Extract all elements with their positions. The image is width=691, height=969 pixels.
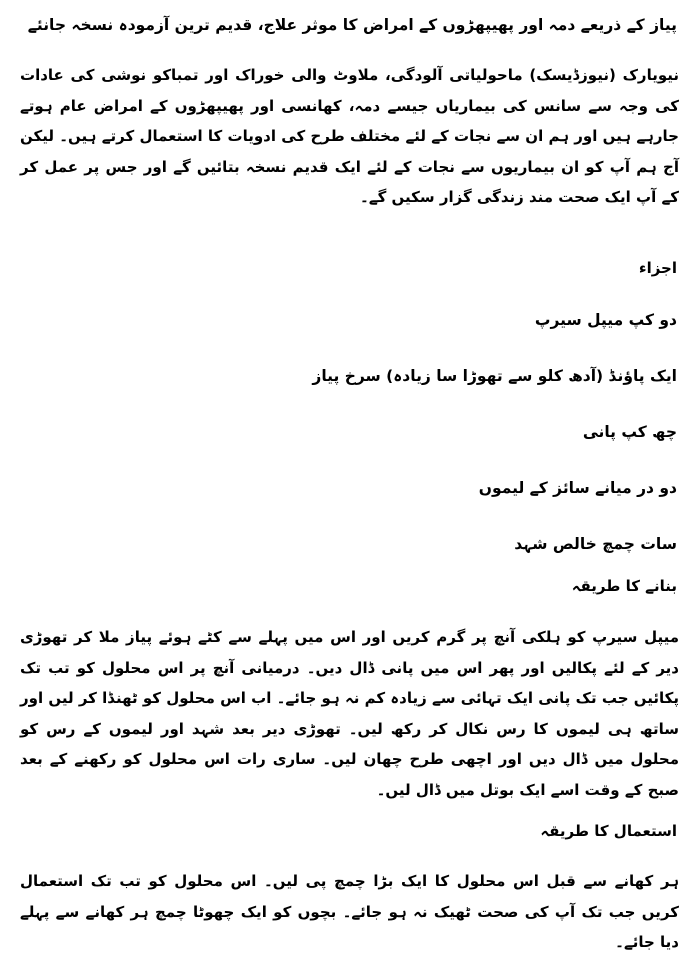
intro-paragraph: نیویارک (نیوزڈیسک) ماحولیاتی آلودگی، ملاوٹ والی خوراک اور تمباکو نوشی کی عادات کی وجہ سے سانس کی بیماریاں جیسے دمہ، کھانسی اور پھیپھڑوں کے امراض عام ہوتے جارہے ہیں اور ہم ان سے نجات کے لئے مختلف طرح کی ادویات کا استعمال کرتے ہیں۔ لیکن آج ہم آپ کو ان بیماریوں سے نجات کے لئے ایک قدیم نسخہ بتائیں گے اور جس پر عمل کر کے آپ ایک صحت مند زندگی گزار سکیں گے۔ xyxy=(20,66,679,206)
method-paragraph: میپل سیرپ کو ہلکی آنچ پر گرم کریں اور اس میں پہلے سے کٹے ہوئے پیاز ملا کر تھوڑی دیر کے لئے پکالیں اور پھر اس میں پانی ڈال دیں۔ درمیانی آنچ پر اس محلول کو تب تک پکائیں جب تک پانی ایک تہائی سے زیادہ کم نہ ہو جائے۔ اب اس محلول کو ٹھنڈا کر لیں اور ساتھ ہی لیموں کا رس نکال کر رکھ لیں۔ تھوڑی دیر بعد شہد اور لیموں کے رس کو محلول میں ڈال دیں اور اچھی طرح چھان لیں۔ ساری رات اس محلول کو رکھنے کے بعد صبح کے وقت اسے ایک بوتل میں ڈال لیں۔ xyxy=(20,628,679,799)
article-title: پیاز کے ذریعے دمہ اور پھیپھڑوں کے امراض کا موثر علاج، قدیم ترین آزمودہ نسخہ جانئے xyxy=(27,16,677,34)
ingredients-list xyxy=(312,308,677,588)
method-heading: بنانے کا طریقہ xyxy=(571,577,677,595)
ingredients-heading: اجزاء xyxy=(638,259,677,277)
usage-paragraph: ہر کھانے سے قبل اس محلول کا ایک بڑا چمچ پی لیں۔ اس محلول کو تب تک استعمال کریں جب تک آپ کی صحت ٹھیک نہ ہو جائے۔ بچوں کو ایک چھوٹا چمچ ہر کھانے سے پہلے دیا جائے۔ xyxy=(20,872,679,951)
ingredient-item: سات چمچ خالص شہد xyxy=(514,535,677,553)
ingredient-item: دو کپ میپل سیرپ xyxy=(534,311,677,329)
ingredient-item: دو در میانے سائز کے لیموں xyxy=(478,479,677,497)
usage-heading: استعمال کا طریقہ xyxy=(540,822,677,840)
ingredient-item: ایک پاؤنڈ (آدھ کلو سے تھوڑا سا زیادہ) سرخ پیاز xyxy=(312,367,677,385)
ingredient-item: چھ کپ پانی xyxy=(582,423,677,441)
